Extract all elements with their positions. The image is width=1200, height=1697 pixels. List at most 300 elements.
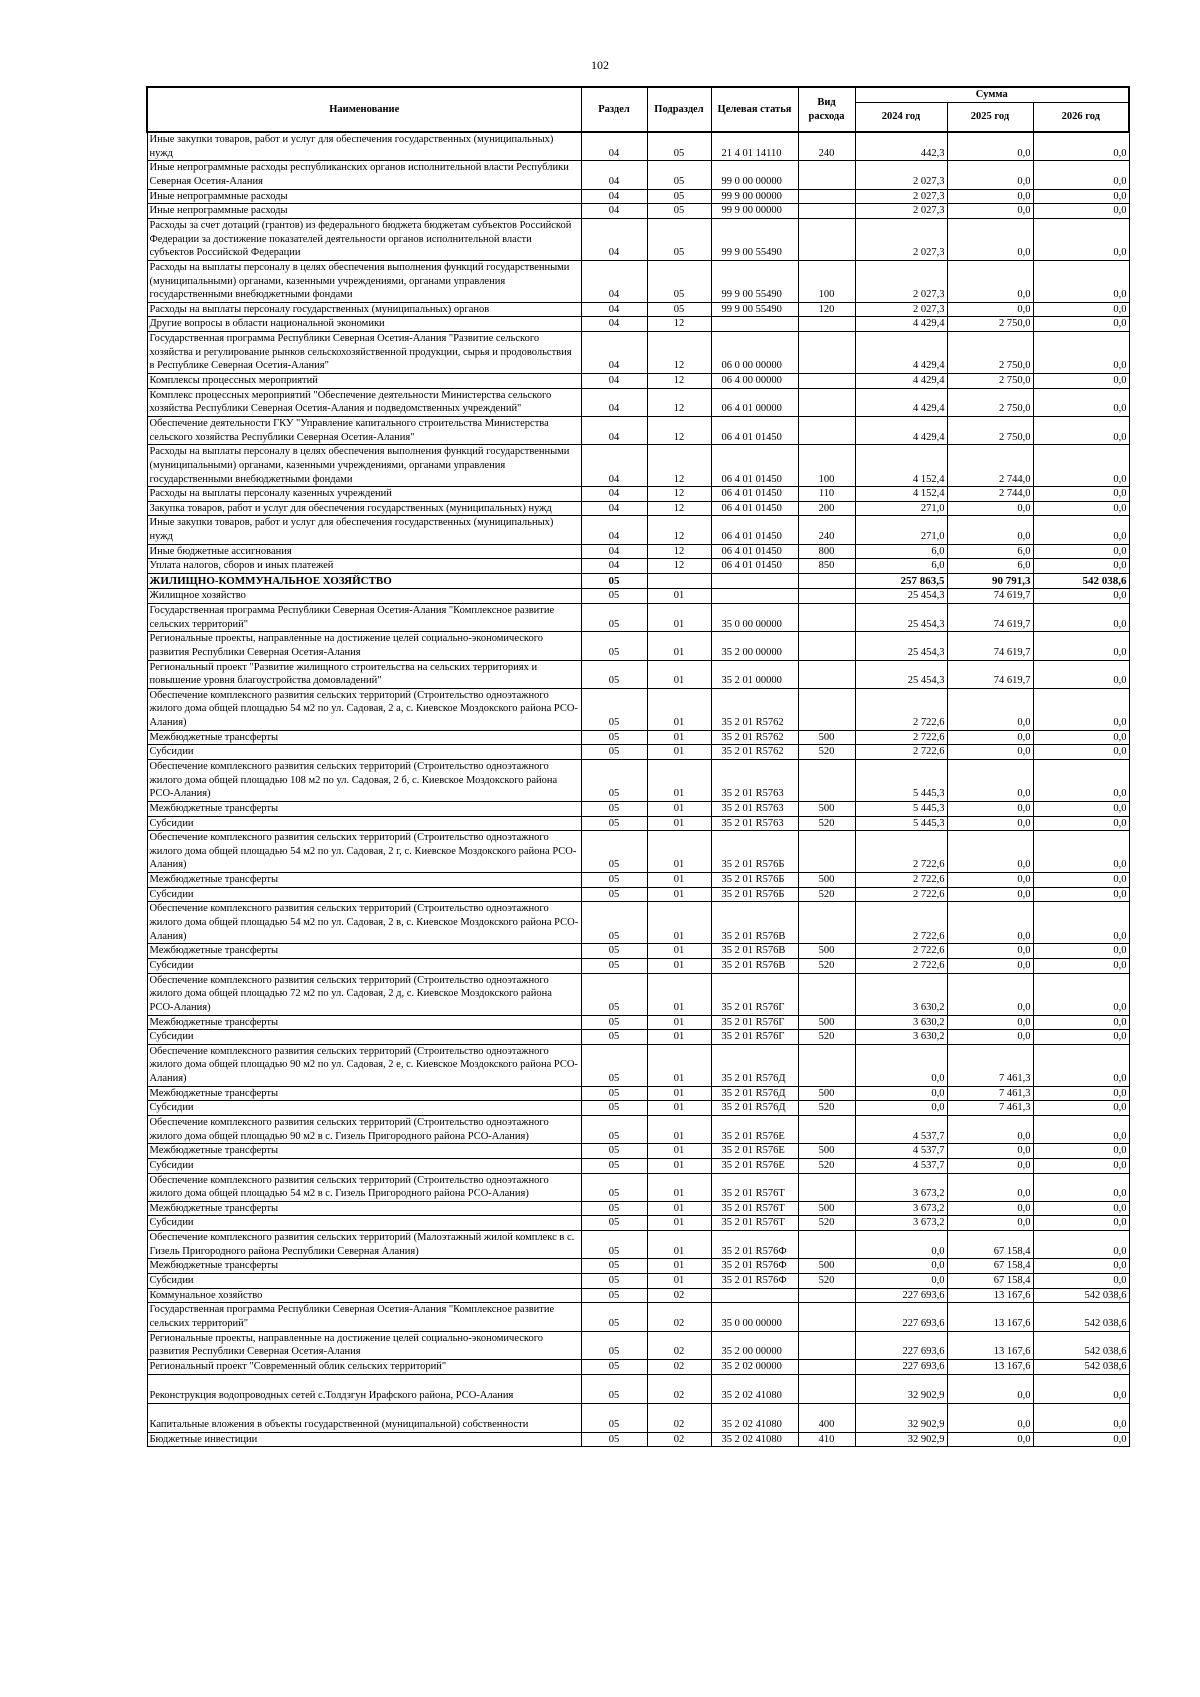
row-vid-raskhoda	[798, 1359, 855, 1374]
row-celevaya-statya: 35 2 01 00000	[711, 660, 798, 688]
row-sum-2026: 0,0	[1033, 132, 1129, 161]
row-podrazdel: 02	[647, 1432, 711, 1447]
row-sum-2025: 0,0	[947, 873, 1033, 888]
row-razdel: 05	[581, 1374, 647, 1403]
row-sum-2024: 2 722,6	[855, 958, 947, 973]
row-podrazdel: 12	[647, 559, 711, 574]
row-celevaya-statya	[711, 574, 798, 589]
row-razdel: 05	[581, 1403, 647, 1432]
row-sum-2026: 0,0	[1033, 902, 1129, 944]
row-name: Капитальные вложения в объекты государственной (муниципальной) собственности	[147, 1403, 581, 1432]
row-sum-2025: 7 461,3	[947, 1101, 1033, 1116]
row-celevaya-statya: 35 2 01 R576Т	[711, 1173, 798, 1201]
row-celevaya-statya: 06 4 01 01450	[711, 501, 798, 516]
row-celevaya-statya: 06 4 01 01450	[711, 487, 798, 502]
row-razdel: 05	[581, 745, 647, 760]
row-celevaya-statya: 35 2 01 R576В	[711, 958, 798, 973]
row-podrazdel: 05	[647, 189, 711, 204]
row-razdel: 05	[581, 1259, 647, 1274]
row-sum-2026: 0,0	[1033, 1030, 1129, 1045]
row-razdel: 05	[581, 887, 647, 902]
table-row	[147, 1288, 1129, 1303]
row-name: Уплата налогов, сборов и иных платежей	[147, 559, 581, 574]
row-razdel: 04	[581, 501, 647, 516]
row-podrazdel: 01	[647, 902, 711, 944]
row-celevaya-statya: 35 2 01 R576Б	[711, 873, 798, 888]
row-sum-2024: 32 902,9	[855, 1374, 947, 1403]
row-sum-2024: 227 693,6	[855, 1331, 947, 1359]
row-sum-2024: 4 429,4	[855, 388, 947, 416]
row-sum-2026: 0,0	[1033, 416, 1129, 444]
row-sum-2025: 2 750,0	[947, 317, 1033, 332]
row-razdel: 05	[581, 759, 647, 801]
row-sum-2026: 0,0	[1033, 544, 1129, 559]
header-podrazdel: Подраздел	[647, 87, 711, 132]
header-razdel: Раздел	[581, 87, 647, 132]
row-sum-2024: 4 537,7	[855, 1158, 947, 1173]
row-sum-2024: 25 454,3	[855, 589, 947, 604]
table-row	[147, 730, 1129, 745]
row-sum-2026: 0,0	[1033, 759, 1129, 801]
table-row	[147, 902, 1129, 944]
row-celevaya-statya: 99 9 00 55490	[711, 302, 798, 317]
row-sum-2025: 0,0	[947, 1374, 1033, 1403]
table-row	[147, 416, 1129, 444]
row-podrazdel: 01	[647, 1086, 711, 1101]
row-sum-2024: 227 693,6	[855, 1288, 947, 1303]
row-sum-2024: 2 027,3	[855, 204, 947, 219]
row-razdel: 05	[581, 1173, 647, 1201]
row-sum-2026: 0,0	[1033, 1432, 1129, 1447]
row-sum-2024: 4 537,7	[855, 1144, 947, 1159]
row-sum-2024: 271,0	[855, 501, 947, 516]
row-podrazdel: 12	[647, 374, 711, 389]
row-vid-raskhoda	[798, 317, 855, 332]
row-sum-2026: 0,0	[1033, 1173, 1129, 1201]
row-name: Расходы на выплаты персоналу в целях обеспечения выполнения функций государственными (муниципальными) органами, казенными учреждениями, органами управления государственными внебюджетными фондами	[147, 260, 581, 302]
row-sum-2024: 442,3	[855, 132, 947, 161]
row-podrazdel: 01	[647, 1144, 711, 1159]
table-row	[147, 374, 1129, 389]
row-celevaya-statya: 35 2 01 R5762	[711, 688, 798, 730]
row-celevaya-statya: 06 4 01 01450	[711, 559, 798, 574]
row-name: Расходы на выплаты персоналу казенных учреждений	[147, 487, 581, 502]
row-celevaya-statya: 35 2 01 R576Е	[711, 1158, 798, 1173]
row-vid-raskhoda: 520	[798, 887, 855, 902]
row-name: Субсидии	[147, 816, 581, 831]
row-sum-2026: 0,0	[1033, 1101, 1129, 1116]
row-vid-raskhoda	[798, 632, 855, 660]
row-razdel: 05	[581, 1331, 647, 1359]
row-vid-raskhoda: 240	[798, 132, 855, 161]
row-celevaya-statya: 35 2 01 R576Т	[711, 1216, 798, 1231]
row-razdel: 05	[581, 1274, 647, 1289]
row-sum-2025: 0,0	[947, 1173, 1033, 1201]
row-razdel: 04	[581, 544, 647, 559]
row-sum-2026: 0,0	[1033, 958, 1129, 973]
row-celevaya-statya: 35 2 01 R5763	[711, 801, 798, 816]
row-sum-2025: 0,0	[947, 816, 1033, 831]
row-vid-raskhoda	[798, 660, 855, 688]
table-row	[147, 660, 1129, 688]
row-celevaya-statya	[711, 1288, 798, 1303]
row-sum-2025: 0,0	[947, 688, 1033, 730]
row-celevaya-statya: 06 4 01 01450	[711, 416, 798, 444]
table-row	[147, 1144, 1129, 1159]
row-sum-2024: 4 429,4	[855, 317, 947, 332]
table-row	[147, 1403, 1129, 1432]
row-sum-2025: 0,0	[947, 260, 1033, 302]
row-name: Расходы на выплаты персоналу в целях обеспечения выполнения функций государственными (муниципальными) органами, казенными учреждениями, органами управления государственными внебюджетными фондами	[147, 445, 581, 487]
row-vid-raskhoda: 500	[798, 873, 855, 888]
table-row	[147, 1216, 1129, 1231]
row-celevaya-statya: 35 2 01 R576Е	[711, 1116, 798, 1144]
row-sum-2026: 0,0	[1033, 218, 1129, 260]
row-sum-2026: 0,0	[1033, 260, 1129, 302]
row-razdel: 04	[581, 445, 647, 487]
row-celevaya-statya: 06 4 01 00000	[711, 388, 798, 416]
table-row	[147, 873, 1129, 888]
header-summa: Сумма	[855, 87, 1129, 102]
row-celevaya-statya: 35 2 01 R576Ф	[711, 1231, 798, 1259]
row-name: Региональный проект "Современный облик сельских территорий"	[147, 1359, 581, 1374]
row-sum-2024: 25 454,3	[855, 632, 947, 660]
table-row	[147, 445, 1129, 487]
row-sum-2025: 74 619,7	[947, 632, 1033, 660]
row-vid-raskhoda	[798, 189, 855, 204]
table-row	[147, 1086, 1129, 1101]
row-celevaya-statya: 35 0 00 00000	[711, 603, 798, 631]
row-sum-2024: 0,0	[855, 1086, 947, 1101]
row-sum-2026: 0,0	[1033, 873, 1129, 888]
row-sum-2026: 0,0	[1033, 1158, 1129, 1173]
row-celevaya-statya: 35 2 01 R576Д	[711, 1101, 798, 1116]
row-sum-2026: 0,0	[1033, 887, 1129, 902]
table-row	[147, 589, 1129, 604]
row-vid-raskhoda: 100	[798, 445, 855, 487]
row-sum-2025: 0,0	[947, 218, 1033, 260]
row-podrazdel: 01	[647, 759, 711, 801]
row-sum-2024: 25 454,3	[855, 660, 947, 688]
row-vid-raskhoda	[798, 416, 855, 444]
row-name: Другие вопросы в области национальной экономики	[147, 317, 581, 332]
row-sum-2025: 0,0	[947, 831, 1033, 873]
row-razdel: 05	[581, 873, 647, 888]
table-row	[147, 132, 1129, 161]
row-celevaya-statya: 35 2 01 R5762	[711, 745, 798, 760]
row-razdel: 05	[581, 632, 647, 660]
row-podrazdel: 12	[647, 544, 711, 559]
row-celevaya-statya: 35 2 01 R576Г	[711, 1030, 798, 1045]
row-vid-raskhoda: 500	[798, 730, 855, 745]
row-sum-2024: 0,0	[855, 1231, 947, 1259]
row-podrazdel: 01	[647, 730, 711, 745]
row-sum-2024: 2 722,6	[855, 730, 947, 745]
row-sum-2025: 0,0	[947, 730, 1033, 745]
row-vid-raskhoda: 240	[798, 516, 855, 544]
row-sum-2026: 0,0	[1033, 730, 1129, 745]
row-vid-raskhoda: 520	[798, 1216, 855, 1231]
row-sum-2025: 0,0	[947, 161, 1033, 189]
row-razdel: 05	[581, 603, 647, 631]
row-name: Расходы на выплаты персоналу государственных (муниципальных) органов	[147, 302, 581, 317]
table-row	[147, 1101, 1129, 1116]
row-name: Обеспечение комплексного развития сельских территорий (Строительство одноэтажного жилого дома общей площадью 72 м2 по ул. Садовая, 2 д, с. Киевское Моздокского района РСО-Алания)	[147, 973, 581, 1015]
row-podrazdel: 01	[647, 1274, 711, 1289]
table-row	[147, 1201, 1129, 1216]
row-vid-raskhoda	[798, 688, 855, 730]
row-razdel: 04	[581, 487, 647, 502]
row-sum-2026: 542 038,6	[1033, 1303, 1129, 1331]
row-razdel: 05	[581, 1432, 647, 1447]
row-razdel: 05	[581, 1359, 647, 1374]
row-razdel: 05	[581, 1116, 647, 1144]
row-name: Обеспечение комплексного развития сельских территорий (Строительство одноэтажного жилого дома общей площадью 90 м2 в с. Гизель Пригородного района РСО-Алания)	[147, 1116, 581, 1144]
row-name: Иные непрограммные расходы	[147, 189, 581, 204]
table-row	[147, 759, 1129, 801]
row-sum-2026: 0,0	[1033, 374, 1129, 389]
row-sum-2024: 3 630,2	[855, 1015, 947, 1030]
row-razdel: 05	[581, 574, 647, 589]
row-podrazdel: 02	[647, 1288, 711, 1303]
row-name: Субсидии	[147, 1158, 581, 1173]
row-sum-2024: 2 722,6	[855, 944, 947, 959]
table-row	[147, 745, 1129, 760]
row-celevaya-statya: 35 2 01 R576Д	[711, 1044, 798, 1086]
row-sum-2024: 2 027,3	[855, 260, 947, 302]
row-vid-raskhoda	[798, 204, 855, 219]
row-sum-2024: 2 027,3	[855, 218, 947, 260]
row-name: Межбюджетные трансферты	[147, 730, 581, 745]
row-razdel: 05	[581, 1288, 647, 1303]
row-vid-raskhoda: 500	[798, 1086, 855, 1101]
row-sum-2024: 5 445,3	[855, 759, 947, 801]
row-sum-2024: 0,0	[855, 1044, 947, 1086]
row-sum-2024: 4 152,4	[855, 445, 947, 487]
row-name: Иные непрограммные расходы республиканских органов исполнительной власти Республики Северная Осетия-Алания	[147, 161, 581, 189]
row-vid-raskhoda	[798, 388, 855, 416]
table-row	[147, 218, 1129, 260]
table-row	[147, 388, 1129, 416]
row-razdel: 05	[581, 730, 647, 745]
row-sum-2025: 2 750,0	[947, 332, 1033, 374]
row-sum-2025: 67 158,4	[947, 1231, 1033, 1259]
row-razdel: 04	[581, 559, 647, 574]
row-sum-2025: 13 167,6	[947, 1288, 1033, 1303]
row-name: Субсидии	[147, 745, 581, 760]
row-sum-2025: 0,0	[947, 1116, 1033, 1144]
row-razdel: 04	[581, 416, 647, 444]
row-razdel: 05	[581, 1015, 647, 1030]
row-vid-raskhoda	[798, 1374, 855, 1403]
table-row	[147, 1015, 1129, 1030]
row-sum-2026: 0,0	[1033, 660, 1129, 688]
row-sum-2025: 7 461,3	[947, 1086, 1033, 1101]
row-vid-raskhoda	[798, 1288, 855, 1303]
table-row	[147, 487, 1129, 502]
row-vid-raskhoda	[798, 973, 855, 1015]
row-sum-2026: 542 038,6	[1033, 1331, 1129, 1359]
table-row	[147, 688, 1129, 730]
row-sum-2025: 74 619,7	[947, 589, 1033, 604]
row-sum-2026: 0,0	[1033, 1216, 1129, 1231]
row-razdel: 04	[581, 374, 647, 389]
row-sum-2025: 0,0	[947, 302, 1033, 317]
row-vid-raskhoda: 500	[798, 1015, 855, 1030]
row-vid-raskhoda: 800	[798, 544, 855, 559]
row-sum-2026: 0,0	[1033, 559, 1129, 574]
row-sum-2025: 74 619,7	[947, 660, 1033, 688]
row-sum-2025: 0,0	[947, 1144, 1033, 1159]
row-vid-raskhoda	[798, 831, 855, 873]
row-podrazdel: 12	[647, 332, 711, 374]
row-sum-2024: 2 027,3	[855, 161, 947, 189]
row-sum-2026: 0,0	[1033, 302, 1129, 317]
row-razdel: 04	[581, 260, 647, 302]
row-sum-2026: 0,0	[1033, 1116, 1129, 1144]
row-celevaya-statya: 99 9 00 55490	[711, 260, 798, 302]
row-celevaya-statya: 35 2 01 R576В	[711, 944, 798, 959]
row-razdel: 05	[581, 1303, 647, 1331]
row-sum-2025: 13 167,6	[947, 1331, 1033, 1359]
row-razdel: 05	[581, 958, 647, 973]
row-vid-raskhoda: 500	[798, 1259, 855, 1274]
row-razdel: 05	[581, 688, 647, 730]
row-vid-raskhoda: 520	[798, 1274, 855, 1289]
row-sum-2025: 0,0	[947, 1158, 1033, 1173]
table-row	[147, 559, 1129, 574]
row-vid-raskhoda	[798, 574, 855, 589]
row-sum-2025: 0,0	[947, 1015, 1033, 1030]
row-podrazdel: 01	[647, 688, 711, 730]
row-sum-2024: 227 693,6	[855, 1359, 947, 1374]
table-row	[147, 801, 1129, 816]
row-name: Реконструкция водопроводных сетей с.Толдзгун Ирафского района, РСО-Алания	[147, 1374, 581, 1403]
row-sum-2024: 271,0	[855, 516, 947, 544]
row-name: Государственная программа Республики Северная Осетия-Алания "Комплексное развитие сельских территорий"	[147, 1303, 581, 1331]
budget-table	[146, 86, 1130, 1447]
row-vid-raskhoda: 200	[798, 501, 855, 516]
row-sum-2025: 0,0	[947, 1403, 1033, 1432]
row-podrazdel: 01	[647, 1158, 711, 1173]
row-sum-2026: 0,0	[1033, 603, 1129, 631]
row-sum-2024: 2 722,6	[855, 873, 947, 888]
row-podrazdel: 05	[647, 218, 711, 260]
row-sum-2024: 4 429,4	[855, 416, 947, 444]
row-sum-2026: 0,0	[1033, 1201, 1129, 1216]
row-sum-2025: 90 791,3	[947, 574, 1033, 589]
row-podrazdel: 01	[647, 1173, 711, 1201]
row-name: ЖИЛИЩНО-КОММУНАЛЬНОЕ ХОЗЯЙСТВО	[147, 574, 581, 589]
row-razdel: 04	[581, 161, 647, 189]
row-sum-2024: 3 630,2	[855, 973, 947, 1015]
row-name: Региональный проект "Развитие жилищного строительства на сельских территориях и повышение уровня благоустройства домовладений"	[147, 660, 581, 688]
row-sum-2026: 0,0	[1033, 204, 1129, 219]
row-podrazdel: 01	[647, 801, 711, 816]
row-vid-raskhoda: 520	[798, 1158, 855, 1173]
row-razdel: 05	[581, 1231, 647, 1259]
row-name: Обеспечение комплексного развития сельских территорий (Строительство одноэтажного жилого дома общей площадью 54 м2 по ул. Садовая, 2 г, с. Киевское Моздокского района РСО-Алания)	[147, 831, 581, 873]
row-sum-2025: 0,0	[947, 501, 1033, 516]
row-name: Региональные проекты, направленные на достижение целей социально-экономического развития Республики Северная Осетия-Алания	[147, 1331, 581, 1359]
table-row	[147, 1331, 1129, 1359]
row-name: Иные бюджетные ассигнования	[147, 544, 581, 559]
row-podrazdel: 01	[647, 1044, 711, 1086]
row-razdel: 04	[581, 317, 647, 332]
row-celevaya-statya: 35 2 02 41080	[711, 1403, 798, 1432]
header-vid-raskhoda: Вид расхода	[798, 87, 855, 132]
row-celevaya-statya: 06 4 00 00000	[711, 374, 798, 389]
row-celevaya-statya: 99 9 00 00000	[711, 204, 798, 219]
row-podrazdel: 02	[647, 1374, 711, 1403]
header-celevaya-statya: Целевая статья	[711, 87, 798, 132]
row-sum-2024: 2 027,3	[855, 189, 947, 204]
row-sum-2024: 2 722,6	[855, 831, 947, 873]
row-razdel: 04	[581, 332, 647, 374]
row-name: Межбюджетные трансферты	[147, 1086, 581, 1101]
row-sum-2024: 3 630,2	[855, 1030, 947, 1045]
row-vid-raskhoda: 100	[798, 260, 855, 302]
row-sum-2026: 0,0	[1033, 332, 1129, 374]
row-podrazdel: 05	[647, 302, 711, 317]
row-name: Обеспечение комплексного развития сельских территорий (Строительство одноэтажного жилого дома общей площадью 90 м2 по ул. Садовая, 2 е, с. Киевское Моздокского района РСО-Алания)	[147, 1044, 581, 1086]
row-razdel: 04	[581, 388, 647, 416]
row-name: Обеспечение комплексного развития сельских территорий (Строительство одноэтажного жилого дома общей площадью 54 м2 по ул. Садовая, 2 в, с. Киевское Моздокского района РСО-Алания)	[147, 902, 581, 944]
row-sum-2025: 13 167,6	[947, 1303, 1033, 1331]
row-celevaya-statya: 35 2 01 R576Б	[711, 831, 798, 873]
row-name: Иные непрограммные расходы	[147, 204, 581, 219]
row-vid-raskhoda	[798, 218, 855, 260]
row-name: Иные закупки товаров, работ и услуг для обеспечения государственных (муниципальных) нужд	[147, 132, 581, 161]
row-celevaya-statya	[711, 317, 798, 332]
row-name: Межбюджетные трансферты	[147, 873, 581, 888]
row-vid-raskhoda: 500	[798, 944, 855, 959]
row-sum-2024: 32 902,9	[855, 1432, 947, 1447]
row-celevaya-statya: 99 9 00 55490	[711, 218, 798, 260]
table-row	[147, 1359, 1129, 1374]
row-sum-2026: 0,0	[1033, 973, 1129, 1015]
row-vid-raskhoda	[798, 1303, 855, 1331]
row-podrazdel: 01	[647, 745, 711, 760]
table-row	[147, 204, 1129, 219]
row-sum-2024: 5 445,3	[855, 801, 947, 816]
row-sum-2025: 2 744,0	[947, 487, 1033, 502]
row-podrazdel: 12	[647, 501, 711, 516]
row-celevaya-statya: 35 2 00 00000	[711, 1331, 798, 1359]
table-row	[147, 516, 1129, 544]
table-row	[147, 544, 1129, 559]
row-celevaya-statya	[711, 589, 798, 604]
table-row	[147, 1432, 1129, 1447]
table-row	[147, 1044, 1129, 1086]
row-sum-2026: 0,0	[1033, 816, 1129, 831]
row-sum-2024: 4 152,4	[855, 487, 947, 502]
row-vid-raskhoda	[798, 332, 855, 374]
row-celevaya-statya: 21 4 01 14110	[711, 132, 798, 161]
row-name: Межбюджетные трансферты	[147, 1259, 581, 1274]
row-razdel: 05	[581, 973, 647, 1015]
row-razdel: 05	[581, 1044, 647, 1086]
row-sum-2026: 0,0	[1033, 632, 1129, 660]
header-year-2025: 2025 год	[947, 102, 1033, 132]
row-razdel: 04	[581, 204, 647, 219]
row-name: Обеспечение комплексного развития сельских территорий (Строительство одноэтажного жилого дома общей площадью 54 м2 в с. Гизель Пригородного района РСО-Алания)	[147, 1173, 581, 1201]
row-sum-2026: 0,0	[1033, 589, 1129, 604]
row-podrazdel: 01	[647, 816, 711, 831]
table-row	[147, 332, 1129, 374]
row-name: Межбюджетные трансферты	[147, 1201, 581, 1216]
row-celevaya-statya: 35 2 00 00000	[711, 632, 798, 660]
